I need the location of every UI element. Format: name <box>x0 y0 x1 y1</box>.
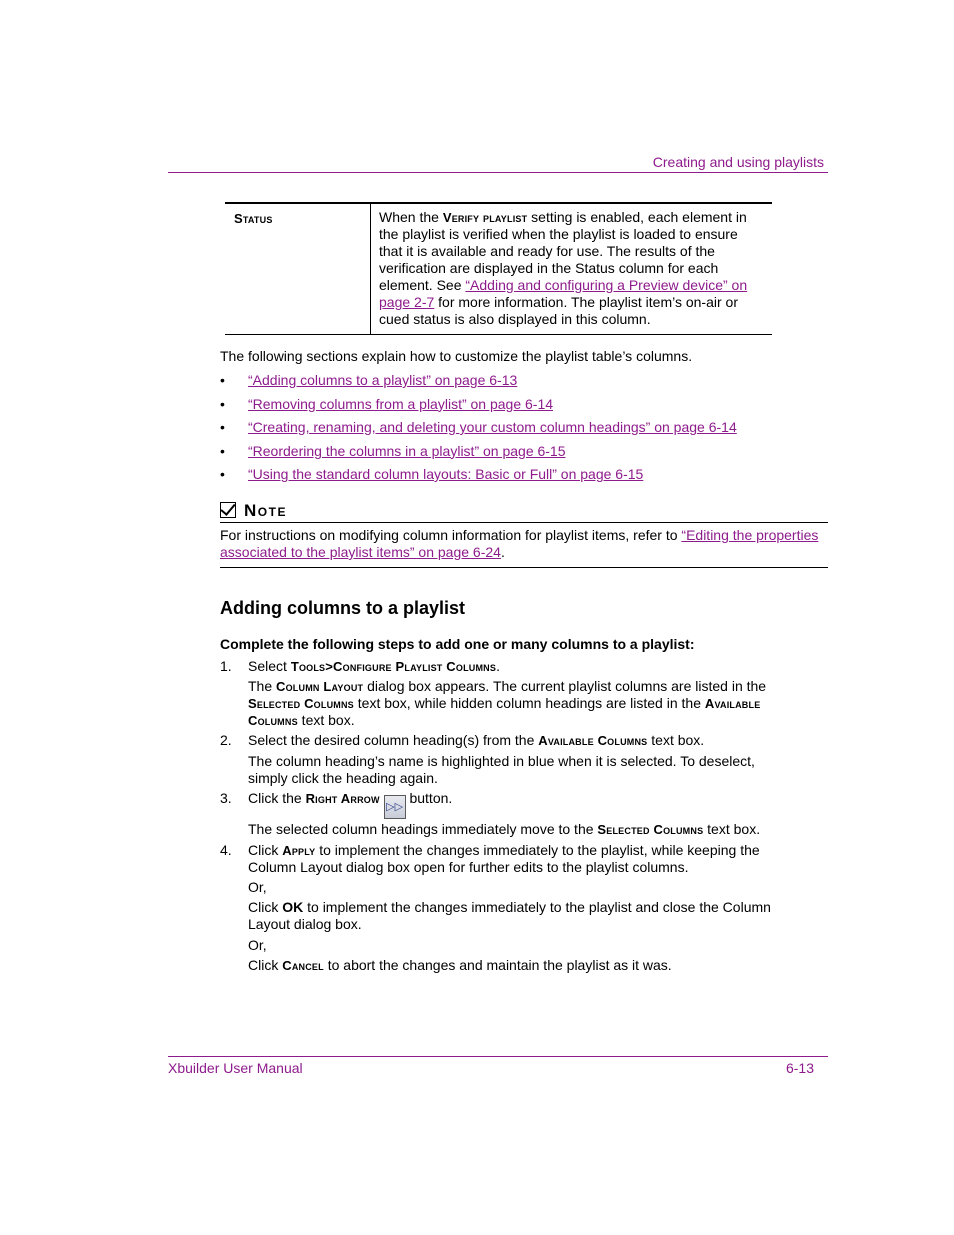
verify-playlist-label: Verify playlist <box>442 210 528 225</box>
step-number: 3. <box>220 790 232 806</box>
preview-device-link[interactable]: “Adding and configuring a Preview device” on page 2-7 <box>379 277 748 310</box>
procedure-lead: Complete the following steps to add one or many columns to a playlist: <box>220 636 695 652</box>
step-text: The <box>248 678 277 694</box>
step-text: . <box>496 658 500 674</box>
step-text: The selected column headings immediately move to the <box>248 821 598 837</box>
bullet: • <box>220 466 225 482</box>
or-separator: Or, <box>248 937 267 953</box>
step-number: 4. <box>220 842 232 858</box>
status-desc-text-1: When the <box>379 209 443 225</box>
selected-columns-label: Selected Columns <box>597 822 704 837</box>
status-term: Status <box>234 211 273 226</box>
selected-columns-label: Selected Columns <box>248 696 354 711</box>
note-title <box>220 498 828 523</box>
step-text: Select the desired column heading(s) from the <box>248 732 539 748</box>
note-label: Note <box>244 500 287 520</box>
page-number: 6-13 <box>785 1060 814 1076</box>
status-term-cell <box>225 204 371 334</box>
link-reordering-columns[interactable]: “Reordering the columns in a playlist” on page 6-15 <box>248 442 566 459</box>
step-text: button. <box>405 790 453 806</box>
editing-properties-link[interactable]: “Editing the properties associated to the playlist items” on page 6-24 <box>220 527 819 560</box>
link-custom-headings[interactable]: “Creating, renaming, and deleting your custom column headings” on page 6-14 <box>248 419 737 435</box>
or-separator: Or, <box>248 879 267 895</box>
note-body <box>220 523 828 568</box>
available-columns-label: Available Columns <box>248 696 761 728</box>
step-text: text box. <box>703 821 761 837</box>
procedure-steps <box>220 656 790 974</box>
section-links-list <box>220 372 820 490</box>
step-1-detail <box>220 678 790 729</box>
page-header <box>168 152 828 173</box>
column-layout-label: Column Layout <box>276 679 364 694</box>
status-desc-text-3: for more information. The playlist item’s on-air or cued status is also displayed in this column. <box>379 294 738 327</box>
step-text: Click <box>248 842 283 858</box>
intro-paragraph: The following sections explain how to customize the playlist table’s columns. <box>220 348 693 364</box>
bullet: • <box>220 419 225 435</box>
running-header: Creating and using playlists <box>652 154 824 170</box>
step-text: to abort the changes and maintain the playlist as it was. <box>323 957 672 973</box>
step-text: to implement the changes immediately to the playlist, while keeping the Column Layout dialog box open for further edits to the playlist columns. <box>248 842 760 875</box>
bullet: • <box>220 395 225 412</box>
step-1 <box>220 658 790 675</box>
list-item <box>220 443 820 467</box>
step-text: Select <box>248 658 291 674</box>
step-text: to implement the changes immediately to the playlist and close the Column Layout dialog box. <box>248 899 771 932</box>
step-text: text box. <box>297 712 355 728</box>
cancel-label: Cancel <box>282 958 324 973</box>
step-4 <box>220 842 790 876</box>
list-item <box>220 466 820 490</box>
page-footer <box>168 1056 828 1076</box>
status-table <box>225 202 772 335</box>
step-text: text box. <box>647 732 705 748</box>
ok-option <box>220 899 790 933</box>
step-text: Click the <box>248 790 306 806</box>
checkbox-icon <box>220 502 236 518</box>
right-arrow-button-icon: ▷▷ <box>384 795 406 819</box>
status-desc-text-2: setting is enabled, each element in the playlist is verified when the playlist is loaded to ensure that it is available and ready for use. The results of the verification are displayed in the Status column for each element. See <box>379 209 747 293</box>
list-item <box>220 419 820 443</box>
step-text: dialog box appears. The current playlist columns are listed in the <box>363 678 767 694</box>
step-text: Click <box>248 899 283 915</box>
step-text: Click <box>248 957 283 973</box>
step-number: 2. <box>220 732 232 748</box>
link-standard-layouts[interactable]: “Using the standard column layouts: Basic or Full” on page 6-15 <box>248 466 644 482</box>
available-columns-label: Available Columns <box>538 733 648 748</box>
list-item <box>220 372 820 396</box>
menu-path: Tools>Configure Playlist Columns <box>290 659 497 674</box>
cancel-option <box>220 957 790 974</box>
step-2-detail: The column heading’s name is highlighted in blue when it is selected. To deselect, simply click the heading again. <box>248 753 755 786</box>
section-heading: Adding columns to a playlist <box>220 598 466 618</box>
step-2 <box>220 732 790 749</box>
right-arrow-label: Right Arrow <box>305 791 380 806</box>
manual-title: Xbuilder User Manual <box>168 1060 303 1076</box>
link-removing-columns[interactable]: “Removing columns from a playlist” on page 6-14 <box>248 395 554 412</box>
note-box <box>220 498 828 568</box>
link-adding-columns[interactable]: “Adding columns to a playlist” on page 6-13 <box>248 372 518 388</box>
status-desc-cell <box>371 204 772 334</box>
step-3 <box>220 790 790 819</box>
list-item <box>220 396 820 420</box>
bullet: • <box>220 442 225 459</box>
note-end: . <box>500 544 505 560</box>
bullet: • <box>220 372 225 388</box>
step-text: text box, while hidden column headings are listed in the <box>353 695 705 711</box>
note-text: For instructions on modifying column information for playlist items, refer to <box>220 527 682 543</box>
step-number: 1. <box>220 658 232 674</box>
apply-label: Apply <box>282 843 316 858</box>
ok-label: OK <box>282 899 304 915</box>
step-3-detail <box>220 821 790 838</box>
